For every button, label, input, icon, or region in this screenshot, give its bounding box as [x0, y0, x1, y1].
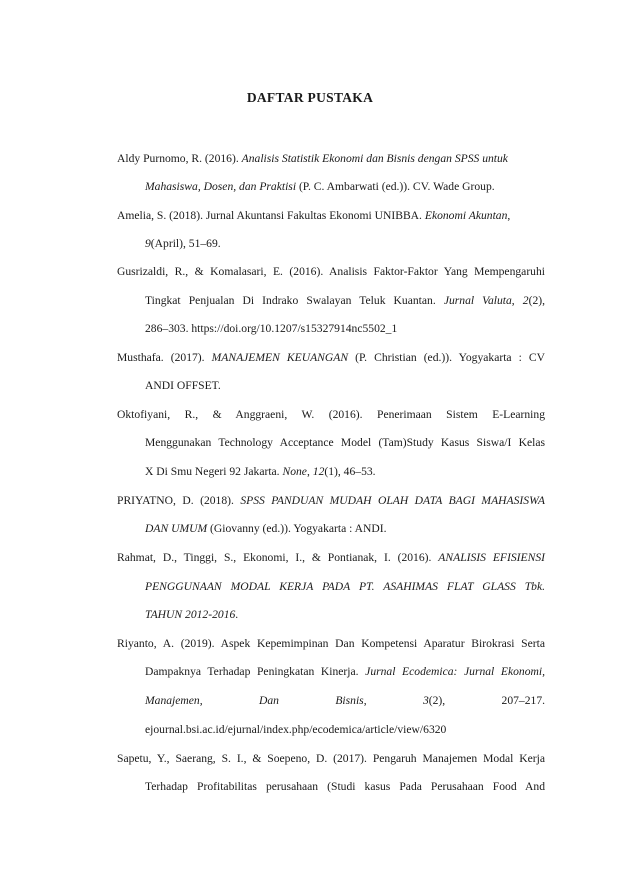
reference-line: DAN UMUM (Giovanny (ed.)). Yogyakarta : ANDI. [145, 522, 387, 535]
reference-line: Oktofiyani, R., & Anggraeni, W. (2016). Penerimaan Sistem E-Learning [117, 408, 545, 421]
reference-line: Riyanto, A. (2019). Aspek Kepemimpinan Dan Kompetensi Aparatur Birokrasi Serta [117, 637, 545, 650]
reference-line: Tingkat Penjualan Di Indrako Swalayan Teluk Kuantan. Jurnal Valuta, 2(2), [145, 294, 545, 307]
reference-line: X Di Smu Negeri 92 Jakarta. None, 12(1), 46–53. [145, 465, 376, 478]
reference-line: Manajemen, Dan Bisnis, 3(2), 207–217. [145, 694, 546, 707]
reference-line: Sapetu, Y., Saerang, S. I., & Soepeno, D. (2017). Pengaruh Manajemen Modal Kerja [117, 752, 545, 765]
reference-line: ejournal.bsi.ac.id/ejurnal/index.php/ecodemica/article/view/6320 [145, 723, 447, 736]
reference-line: Gusrizaldi, R., & Komalasari, E. (2016). Analisis Faktor-Faktor Yang Mempengaruhi [117, 265, 545, 278]
reference-line: PRIYATNO, D. (2018). SPSS PANDUAN MUDAH OLAH DATA BAGI MAHASISWA [117, 494, 545, 507]
reference-line: 9(April), 51–69. [145, 237, 221, 250]
reference-line: Dampaknya Terhadap Peningkatan Kinerja. Jurnal Ecodemica: Jurnal Ekonomi, [145, 665, 545, 678]
reference-line: Amelia, S. (2018). Jurnal Akuntansi Fakultas Ekonomi UNIBBA. Ekonomi Akuntan, [117, 209, 511, 222]
reference-line: Musthafa. (2017). MANAJEMEN KEUANGAN (P. Christian (ed.)). Yogyakarta : CV [117, 351, 545, 364]
reference-line: 286–303. https://doi.org/10.1207/s15327914nc5502_1 [145, 322, 398, 335]
reference-line: Aldy Purnomo, R. (2016). Analisis Statistik Ekonomi dan Bisnis dengan SPSS untuk [117, 152, 508, 165]
reference-line: PENGGUNAAN MODAL KERJA PADA PT. ASAHIMAS FLAT GLASS Tbk. [145, 580, 545, 593]
reference-line: ANDI OFFSET. [145, 379, 221, 392]
reference-line: Rahmat, D., Tinggi, S., Ekonomi, I., & Pontianak, I. (2016). ANALISIS EFISIENSI [117, 551, 545, 564]
reference-line: Mahasiswa, Dosen, dan Praktisi (P. C. Ambarwati (ed.)). CV. Wade Group. [145, 180, 495, 193]
reference-line: Menggunakan Technology Acceptance Model (Tam)Study Kasus Siswa/I Kelas [145, 436, 545, 449]
reference-line: TAHUN 2012-2016. [145, 608, 239, 621]
reference-line: Terhadap Profitabilitas perusahaan (Studi kasus Pada Perusahaan Food And [145, 780, 545, 793]
page-title: DAFTAR PUSTAKA [246, 90, 374, 105]
